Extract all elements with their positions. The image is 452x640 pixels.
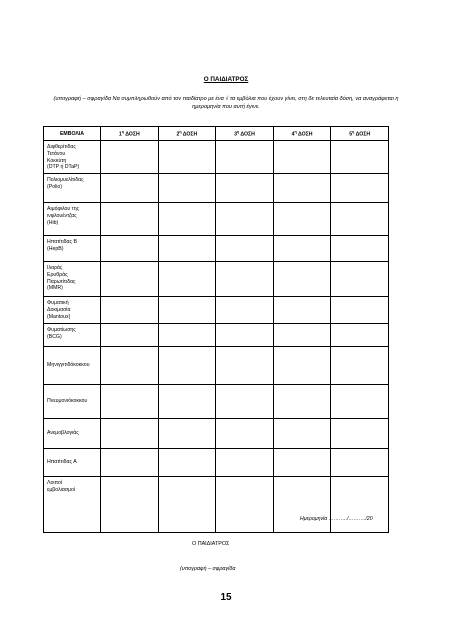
vaccine-name-cell [44, 236, 101, 262]
dose-3-cell[interactable] [216, 236, 274, 262]
vaccine-name-line: εμβολιασμοί [47, 486, 76, 493]
dose-2-cell[interactable] [158, 419, 216, 449]
instructions-text: (υπογραφή – σφραγίδα Να συμπληρωθούν από τον παιδίατρο με ένα √ τα εμβόλια που έχουν γίνει, στη δε τελευταία δόση, να αναγράφεται η ημερομηνία που αυτή έγινε. [53, 96, 399, 111]
dose-3-cell[interactable] [216, 141, 274, 174]
dose-5-cell[interactable] [331, 347, 389, 385]
vaccine-name-line: Ανεμοβλογιάς [47, 430, 79, 437]
header-dose-2: $2^\eta$ ΔΟΣΗ [158, 127, 216, 141]
dose-3-cell[interactable] [216, 262, 274, 297]
vaccine-name-cell [44, 385, 101, 419]
dose-2-cell[interactable] [158, 385, 216, 419]
vaccine-name-cell [44, 324, 101, 347]
vaccine-name-line: Διφθερίτιδας [47, 144, 76, 150]
vaccination-table [43, 126, 389, 533]
dose-5-cell[interactable] [331, 262, 389, 297]
vaccine-name-line: Ηπατίτιδας Β [47, 239, 77, 245]
dose-3-cell[interactable] [216, 347, 274, 385]
vaccine-name-line: (Hib) [47, 219, 59, 226]
dose-4-cell[interactable] [273, 203, 331, 236]
table-row [44, 141, 389, 174]
dose-2-cell[interactable] [158, 297, 216, 324]
dose-4-cell[interactable] [273, 477, 331, 533]
vaccination-table-body [44, 141, 389, 533]
table-row [44, 262, 389, 297]
dose-2-cell[interactable] [158, 449, 216, 477]
vaccine-name-cell [44, 174, 101, 203]
vaccine-name-cell [44, 449, 101, 477]
vaccine-name-line: Ιλαράς [47, 265, 63, 271]
dose-5-cell[interactable] [331, 385, 389, 419]
vaccine-name-line: Αιμόφιλου της [47, 206, 80, 212]
vaccine-name-line: Ηπατίτιδας Α [47, 459, 77, 466]
vaccine-name-line: ινφλουέντζας [47, 212, 77, 219]
dose-5-cell[interactable] [331, 236, 389, 262]
table-row [44, 174, 389, 203]
table-row [44, 419, 389, 449]
table-row [44, 347, 389, 385]
dose-4-cell[interactable] [273, 347, 331, 385]
dose-2-cell[interactable] [158, 141, 216, 174]
dose-3-cell[interactable] [216, 324, 274, 347]
dose-4-cell[interactable] [273, 297, 331, 324]
vaccine-name-line: Κοκκύτη [47, 157, 67, 164]
dose-1-cell[interactable] [101, 236, 159, 262]
dose-2-cell[interactable] [158, 477, 216, 533]
dose-3-cell[interactable] [216, 174, 274, 203]
vaccine-name-line: Λοιποί [47, 480, 63, 486]
signature-title: Ο ΠΑΙΔΙΑΤΡΟΣ [192, 541, 230, 547]
vaccine-name-line: Τετάνου [47, 150, 66, 157]
vaccine-name-line: (HepB) [47, 245, 64, 252]
dose-1-cell[interactable] [101, 262, 159, 297]
dose-1-cell[interactable] [101, 297, 159, 324]
vaccine-name-line: Φυματίωσης [47, 327, 76, 333]
dose-2-cell[interactable] [158, 262, 216, 297]
date-line: Ημερομηνία ………../………./20 [300, 516, 373, 522]
dose-2-cell[interactable] [158, 236, 216, 262]
table-row [44, 236, 389, 262]
vaccine-name-line: (MMR) [47, 285, 63, 292]
dose-1-cell[interactable] [101, 324, 159, 347]
vaccine-name-cell [44, 419, 101, 449]
dose-1-cell[interactable] [101, 419, 159, 449]
signature-subtitle: (υπογραφή – σφραγίδα [180, 566, 236, 572]
vaccine-name-line: (Mantoux) [47, 313, 71, 320]
dose-3-cell[interactable] [216, 203, 274, 236]
vaccine-name-cell [44, 347, 101, 385]
dose-3-cell[interactable] [216, 419, 274, 449]
dose-2-cell[interactable] [158, 203, 216, 236]
dose-4-cell[interactable] [273, 324, 331, 347]
header-dose-3: $3^\eta$ ΔΟΣΗ [216, 127, 274, 141]
vaccine-name-cell [44, 477, 101, 533]
dose-5-cell[interactable] [331, 203, 389, 236]
vaccine-name-line: (DTP ή DTaP) [47, 164, 80, 171]
vaccine-name-line: Ερυθράς [47, 271, 68, 278]
dose-3-cell[interactable] [216, 477, 274, 533]
header-dose-4: $4^\eta$ ΔΟΣΗ [273, 127, 331, 141]
dose-3-cell[interactable] [216, 385, 274, 419]
vaccine-name-line: (Polio) [47, 183, 62, 190]
vaccine-name-line: Μηνιγγιτιδόκοκκου [47, 362, 90, 369]
dose-1-cell[interactable] [101, 141, 159, 174]
dose-1-cell[interactable] [101, 449, 159, 477]
table-row [44, 297, 389, 324]
dose-4-cell[interactable] [273, 141, 331, 174]
dose-1-cell[interactable] [101, 203, 159, 236]
header-dose-5: $5^\eta$ ΔΟΣΗ [331, 127, 389, 141]
vaccine-name-line: (BCG) [47, 333, 62, 340]
dose-5-cell[interactable] [331, 449, 389, 477]
dose-4-cell[interactable] [273, 419, 331, 449]
table-row [44, 385, 389, 419]
dose-5-cell[interactable] [331, 477, 389, 533]
table-header-row [44, 127, 389, 141]
dose-1-cell[interactable] [101, 347, 159, 385]
pediatrician-heading: Ο ΠΑΙΔΙΑΤΡΟΣ [203, 76, 249, 83]
dose-2-cell[interactable] [158, 324, 216, 347]
dose-5-cell[interactable] [331, 297, 389, 324]
vaccine-name-line: Φυματική [47, 300, 69, 306]
vaccine-name-line: Παρωτίτιδας [47, 278, 76, 285]
vaccine-name-line: Δοκιμασία [47, 306, 71, 313]
header-vaccines: ΕΜΒΟΛΙΑ [44, 127, 101, 141]
vaccine-name-cell [44, 297, 101, 324]
dose-4-cell[interactable] [273, 174, 331, 203]
dose-5-cell[interactable] [331, 141, 389, 174]
vaccine-name-line: Πολιομυελίτιδας [47, 177, 84, 183]
dose-1-cell[interactable] [101, 477, 159, 533]
dose-4-cell[interactable] [273, 262, 331, 297]
dose-5-cell[interactable] [331, 174, 389, 203]
header-dose-1: $1^\eta$ ΔΟΣΗ [101, 127, 159, 141]
dose-1-cell[interactable] [101, 385, 159, 419]
dose-2-cell[interactable] [158, 174, 216, 203]
vaccine-name-cell [44, 141, 101, 174]
dose-3-cell[interactable] [216, 449, 274, 477]
dose-5-cell[interactable] [331, 324, 389, 347]
table-row [44, 324, 389, 347]
dose-4-cell[interactable] [273, 449, 331, 477]
dose-4-cell[interactable] [273, 385, 331, 419]
dose-5-cell[interactable] [331, 419, 389, 449]
vaccine-name-cell [44, 262, 101, 297]
dose-1-cell[interactable] [101, 174, 159, 203]
table-row [44, 449, 389, 477]
table-row [44, 477, 389, 533]
dose-2-cell[interactable] [158, 347, 216, 385]
dose-3-cell[interactable] [216, 297, 274, 324]
vaccine-name-line: Πνευμονιόκοκκου [47, 398, 88, 405]
vaccine-name-cell [44, 203, 101, 236]
dose-4-cell[interactable] [273, 236, 331, 262]
page-number: 15 [220, 592, 232, 603]
table-row [44, 203, 389, 236]
